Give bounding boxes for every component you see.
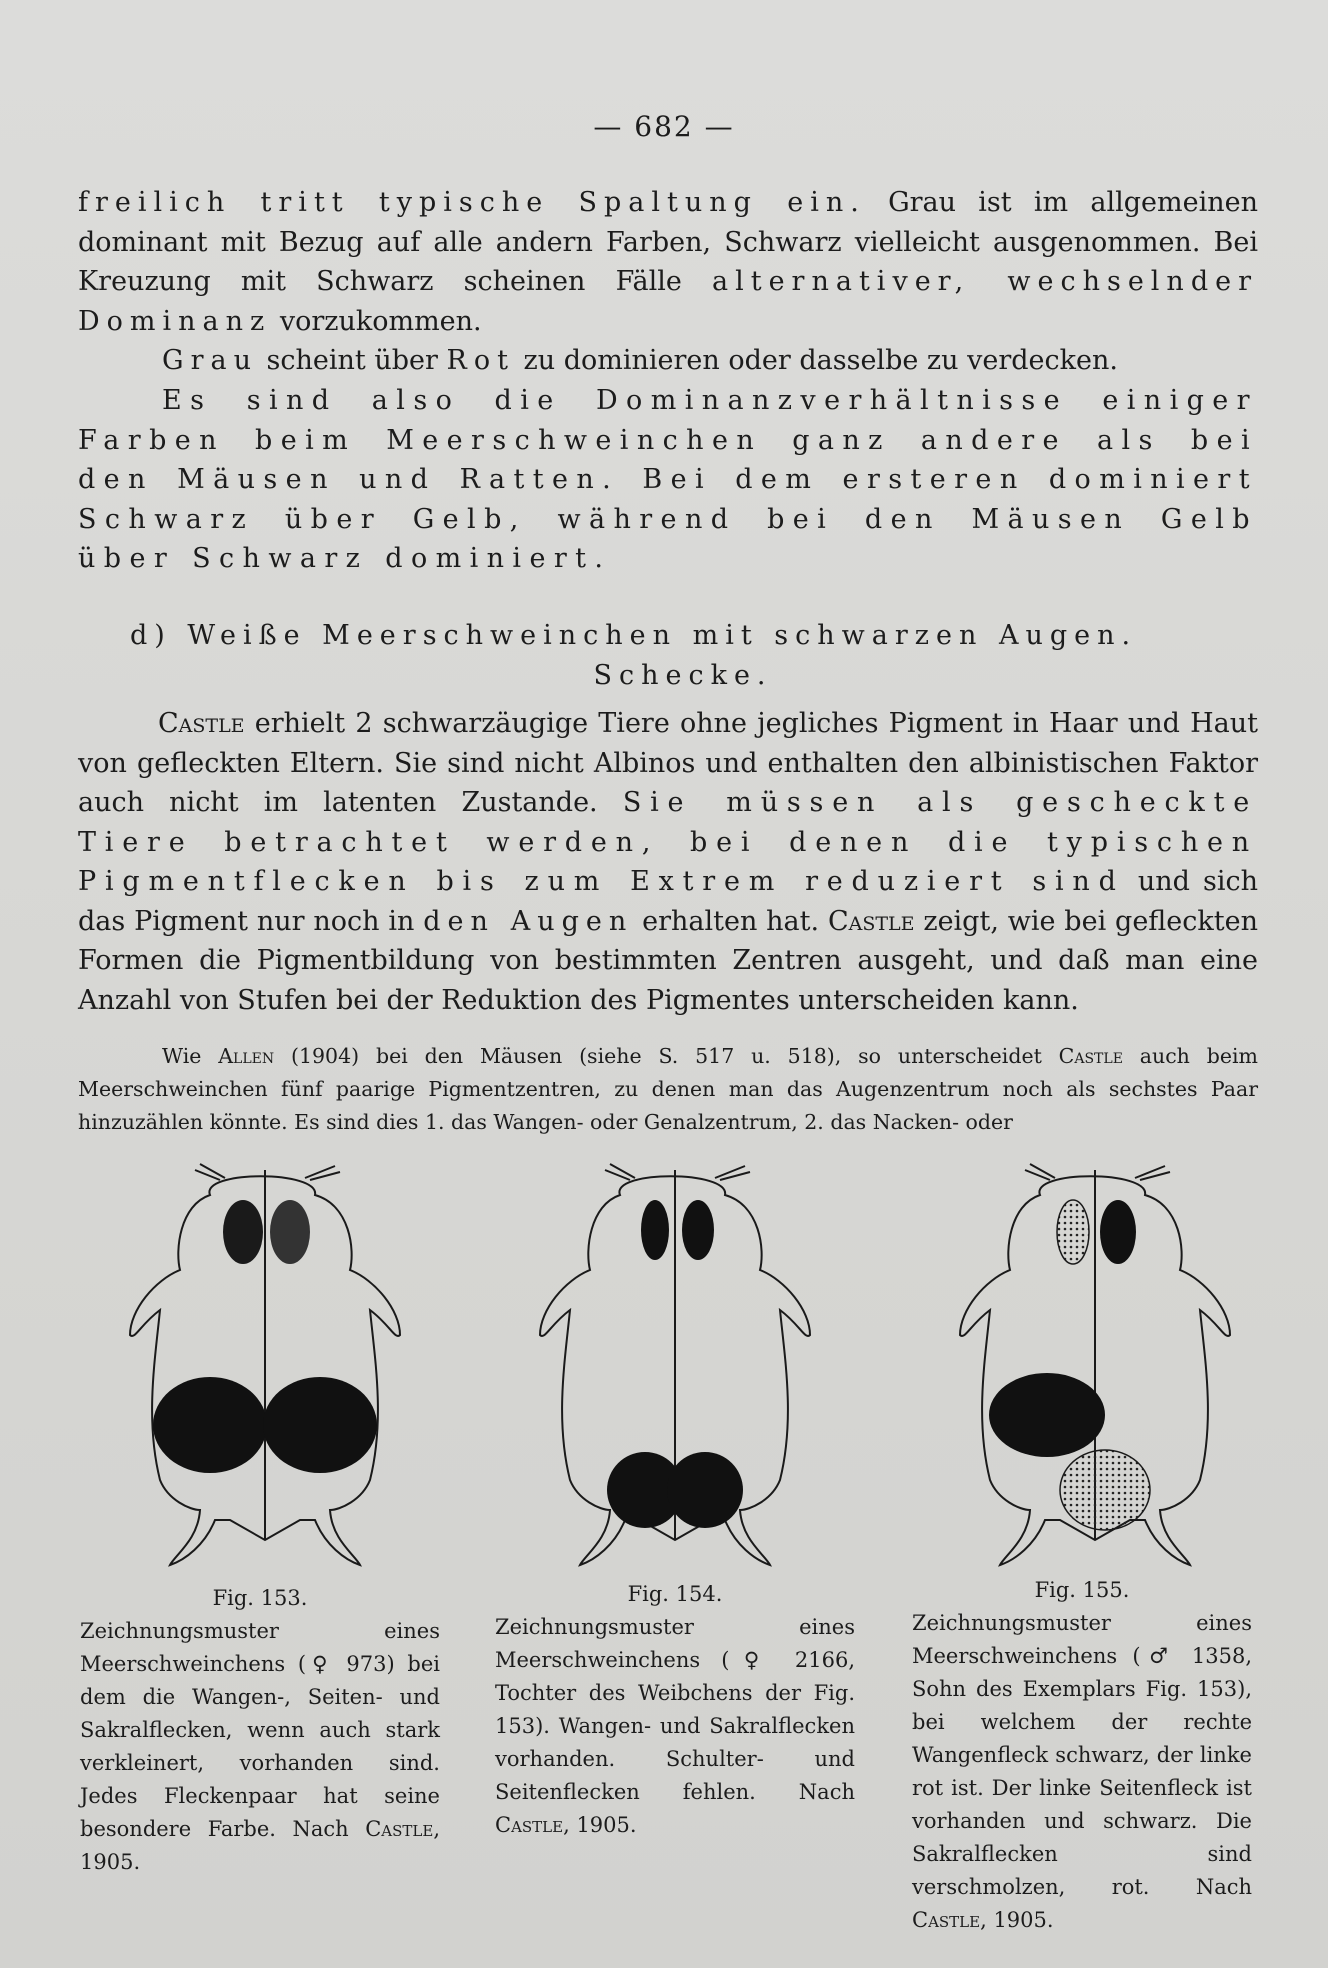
- spaced-text: den Augen: [423, 905, 634, 937]
- spaced-text: Rot: [446, 345, 515, 376]
- guinea-pig-drawing: [510, 1160, 840, 1580]
- caption-year: , 1905.: [80, 1817, 440, 1874]
- figure-154-illustration: [510, 1160, 840, 1580]
- spaced-paragraph: Es sind also die Dominanzverhältnisse einiger Farben beim Meerschweinchen ganz andere als bei den Mäusen und Ratten. Bei dem ersteren dominiert Schwarz über Gelb, während bei den Mäusen Gelb über Schwarz dominiert.: [78, 385, 1258, 574]
- text-span: scheint über: [257, 345, 447, 376]
- figure-153-illustration: [100, 1160, 430, 1580]
- caption-text: Zeichnungsmuster eines Meerschweinchens (♀ 973) bei dem die Wangen-, Seiten- und Sakralflecken, wenn auch stark verkleinert, vorhanden sind. Jedes Fleckenpaar hat seine besondere Farbe. Nach: [80, 1619, 440, 1841]
- paragraph-5-small: [78, 1040, 1258, 1139]
- section-heading: [78, 616, 1258, 696]
- text-span: auch beim Meerschweinchen fünf paarige Pigmentzentren, zu denen man das Augenzentrum noch als sechstes Paar hinzuzählen könnte. Es sind dies 1. das Wangen- oder Genalzentrum, 2. das Nacken- oder: [78, 1044, 1258, 1134]
- caption-year: , 1905.: [980, 1908, 1054, 1932]
- paragraph-1: [78, 183, 1258, 341]
- spaced-text: alternativer, wechselnder Dominanz: [78, 266, 1258, 337]
- guinea-pig-drawing: [930, 1160, 1260, 1580]
- text-span: und sich das Pigment nur noch in: [78, 866, 1259, 937]
- author-name: Castle: [495, 1813, 564, 1837]
- author-name: Castle: [158, 708, 245, 739]
- paragraph-2: [78, 341, 1258, 381]
- page-number: — 682 —: [593, 110, 735, 143]
- caption-year: , 1905.: [563, 1813, 637, 1837]
- spaced-text: freilich tritt typische Spaltung ein.: [78, 187, 866, 218]
- text-span: (1904) bei den Mäusen (siehe S. 517 u. 518), so unterscheidet: [274, 1044, 1059, 1068]
- text-span: Wie: [162, 1044, 219, 1068]
- spaced-text: Grau: [162, 345, 258, 376]
- text-span: vorzukommen.: [271, 305, 482, 337]
- paragraph-3: [78, 381, 1258, 579]
- text-span: erhalten hat.: [633, 905, 828, 937]
- guinea-pig-drawing: [100, 1160, 430, 1580]
- text-span: zeigt, wie bei gefleckten Formen die Pigmentbildung von bestimmten Zentren ausgeht, und daß man eine Anzahl von Stufen bei der Reduktion des Pigmentes unterscheiden kann.: [78, 905, 1258, 1016]
- figure-label: Fig. 155.: [1034, 1578, 1130, 1602]
- section-label: d): [130, 620, 172, 651]
- text-span: Grau ist im allgemeinen dominant mit Bezug auf alle andern Farben, Schwarz vielleicht ausgenommen. Bei Kreuzung mit Schwarz scheinen Fälle: [78, 187, 1258, 297]
- author-name: Castle: [1058, 1044, 1123, 1068]
- text-span: erhielt 2 schwarzäugige Tiere ohne jegliches Pigment in Haar und Haut von gefleckten Eltern. Sie sind nicht Albinos und enthalten den albinistischen Faktor auch nicht im latenten Zustande.: [78, 708, 1258, 818]
- author-name: Castle: [827, 905, 915, 937]
- author-name: Castle: [365, 1817, 434, 1841]
- text-span: zu dominieren oder dasselbe zu verdecken.: [514, 345, 1118, 376]
- figure-label: Fig. 154.: [627, 1582, 723, 1606]
- section-title-line1: Weiße Meerschweinchen mit schwarzen Augen.: [187, 620, 1138, 651]
- caption-text: Zeichnungsmuster eines Meerschweinchens (♀ 2166, Tochter des Weibchens der Fig. 153). Wangen- und Sakralflecken vorhanden. Schulter- und Seitenflecken fehlen. Nach: [495, 1615, 855, 1804]
- author-name: Castle: [912, 1908, 981, 1932]
- figure-155-illustration: [930, 1160, 1260, 1580]
- paragraph-4: [78, 704, 1258, 1020]
- author-name: Allen: [218, 1044, 275, 1068]
- figure-label: Fig. 153.: [212, 1586, 308, 1610]
- caption-text: Zeichnungsmuster eines Meerschweinchens (♂ 1358, Sohn des Exemplars Fig. 153), bei welchem der rechte Wangenfleck schwarz, der linke rot ist. Der linke Seitenfleck ist vorhanden und schwarz. Die Sakralflecken sind verschmolzen, rot. Nach: [912, 1611, 1252, 1899]
- figure-154-caption-block: [495, 1578, 855, 1842]
- figure-155-caption-block: [912, 1574, 1252, 1937]
- section-title-line2: Schecke.: [593, 660, 773, 691]
- figure-153-caption-block: [80, 1582, 440, 1879]
- spaced-text: Sie müssen als gescheckte Tiere betrachtet werden, bei denen die typischen Pigmentflecken bis zum Extrem reduziert sind: [78, 787, 1259, 897]
